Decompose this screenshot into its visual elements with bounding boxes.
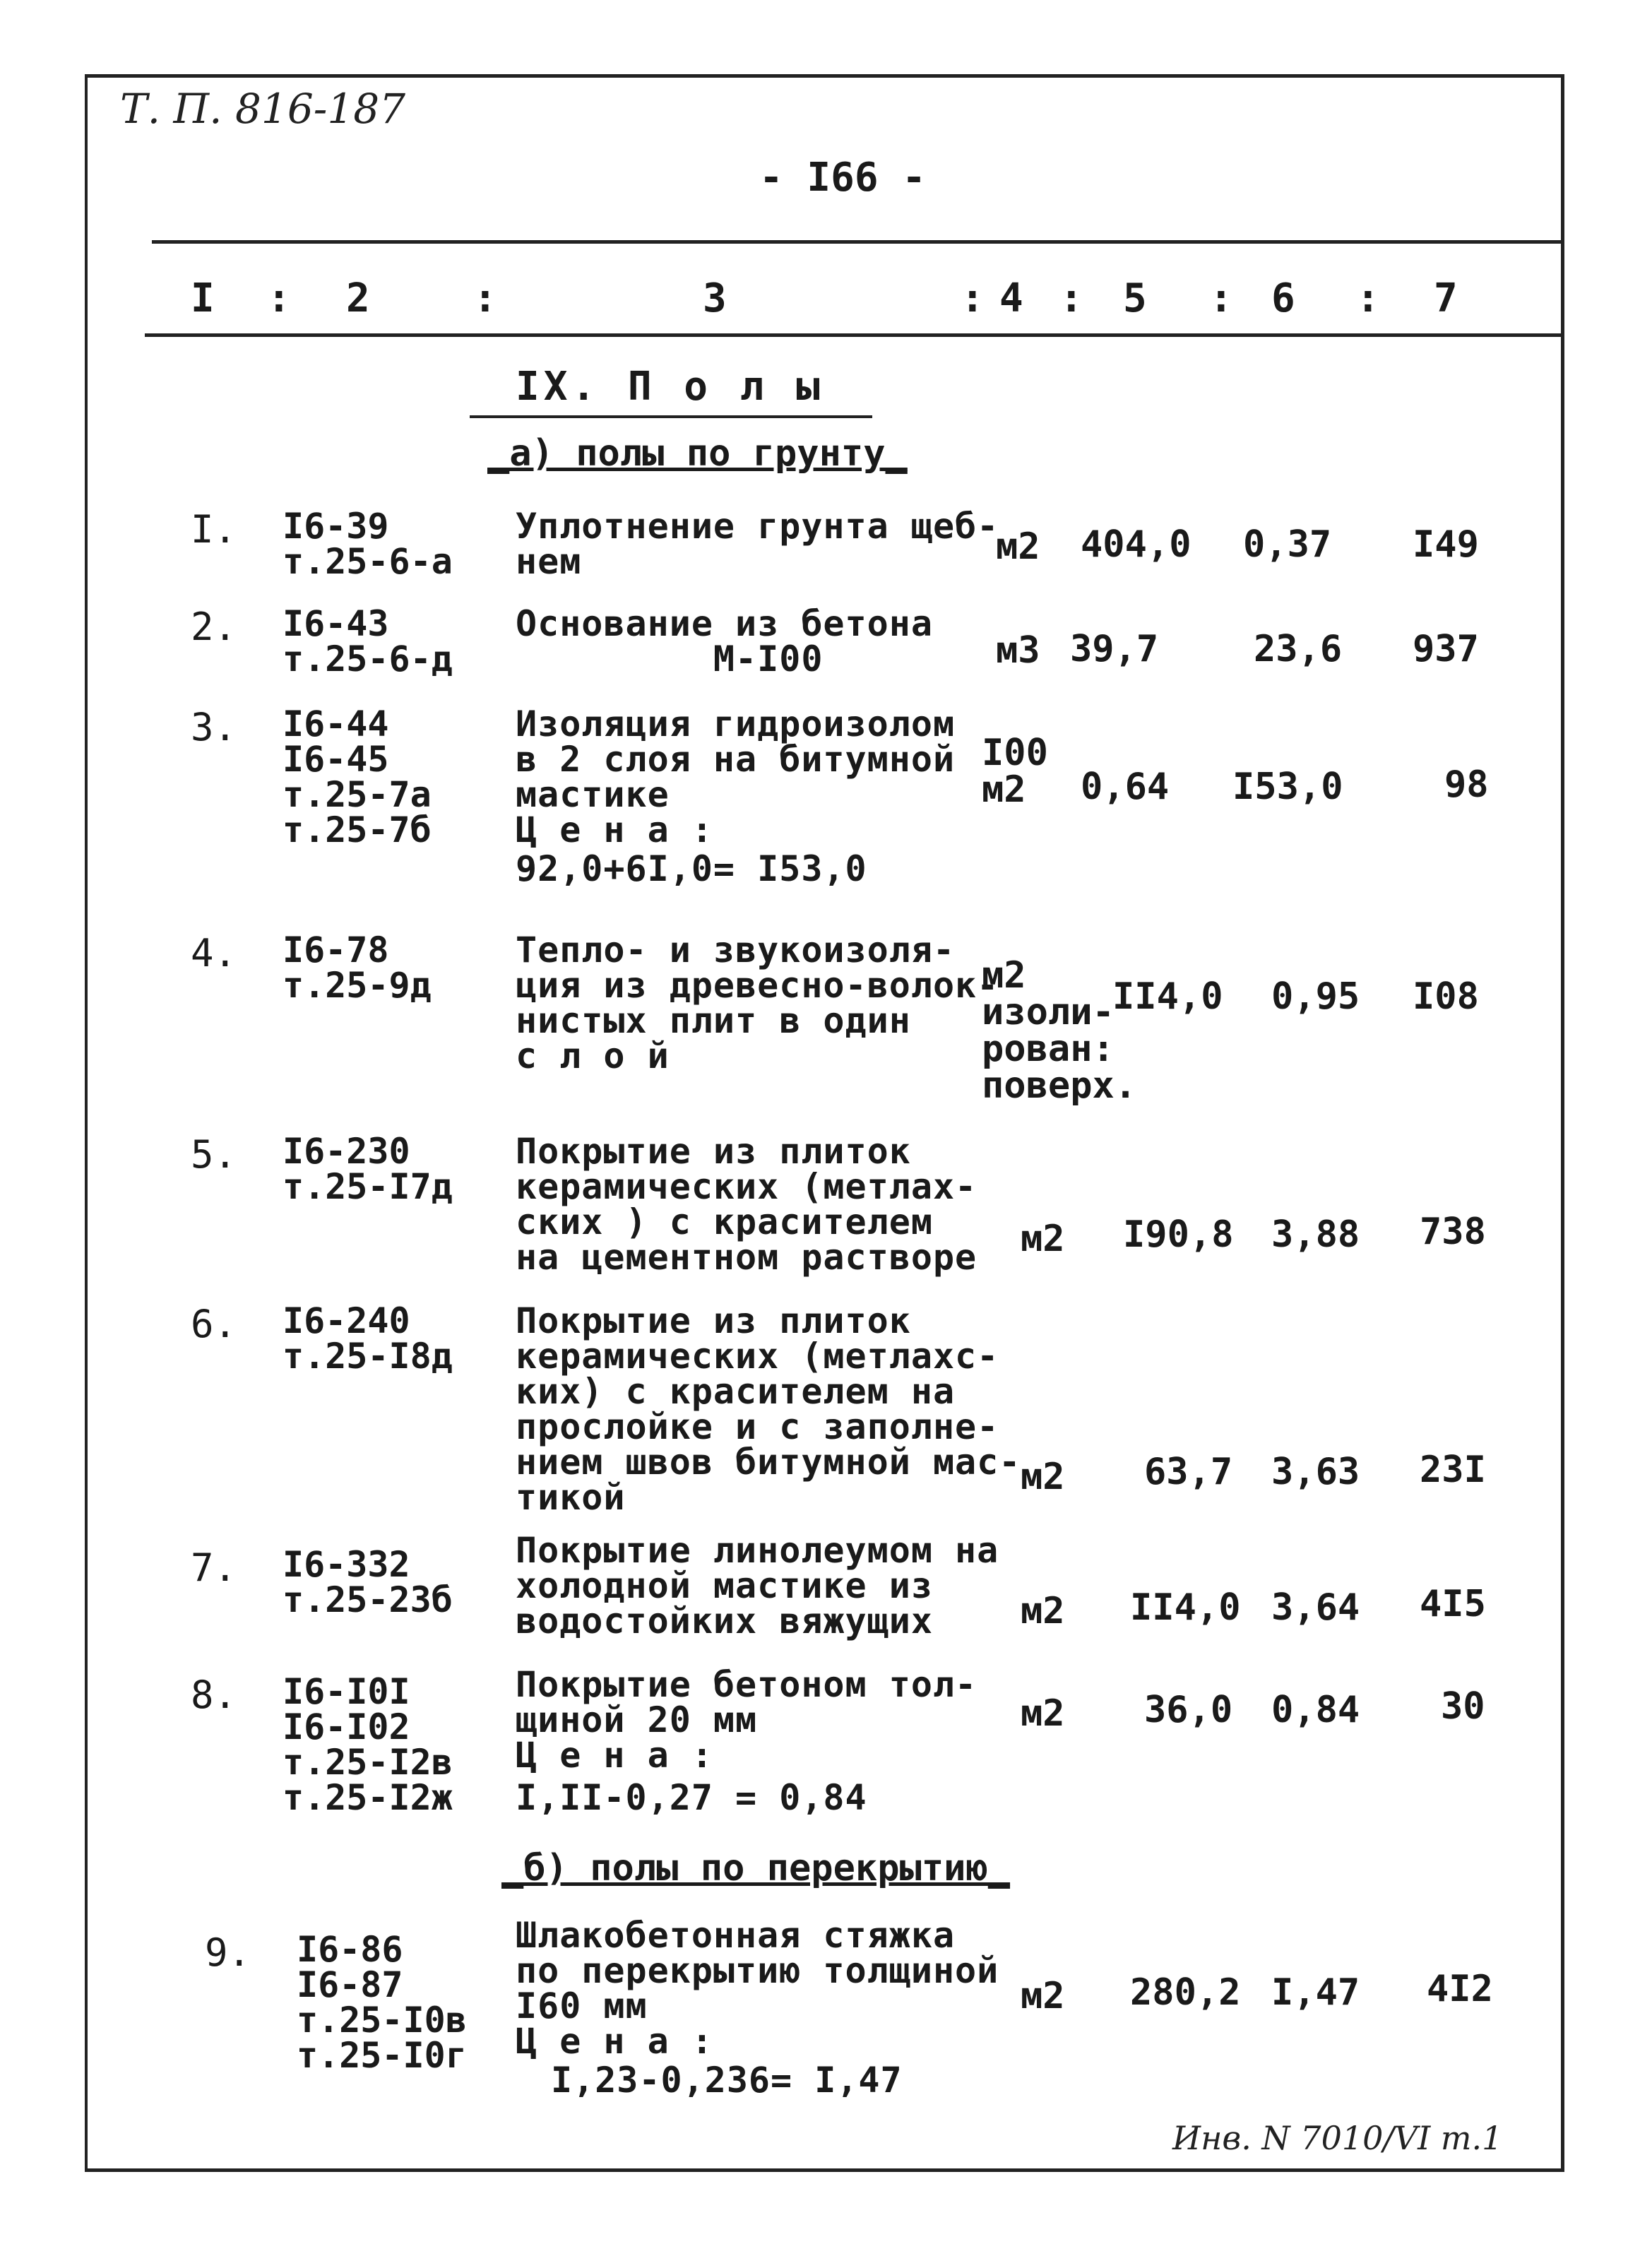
page-number: - I66 - (759, 155, 927, 201)
col-header-6: 6 (1271, 275, 1295, 321)
col-header-1: I (191, 275, 215, 321)
col-header-4: 4 (999, 275, 1023, 321)
col-header-5: 5 (1123, 275, 1147, 321)
project-code: Т. П. 816-187 (120, 85, 406, 133)
section-rule (470, 415, 872, 418)
section-title: IX. П о л ы (516, 364, 824, 410)
col-header-2: 2 (346, 275, 370, 321)
subsection-b: _б) полы по перекрытию_ (501, 1847, 1011, 1889)
col-header-7: 7 (1434, 275, 1458, 321)
header-rule-bottom (145, 333, 1564, 337)
col-header-3: 3 (703, 275, 727, 321)
header-rule-top (152, 240, 1561, 244)
inventory-stamp: Инв. N 7010/VI т.1 (1172, 2119, 1503, 2157)
subsection-a: _а) полы по грунту_ (487, 432, 908, 475)
